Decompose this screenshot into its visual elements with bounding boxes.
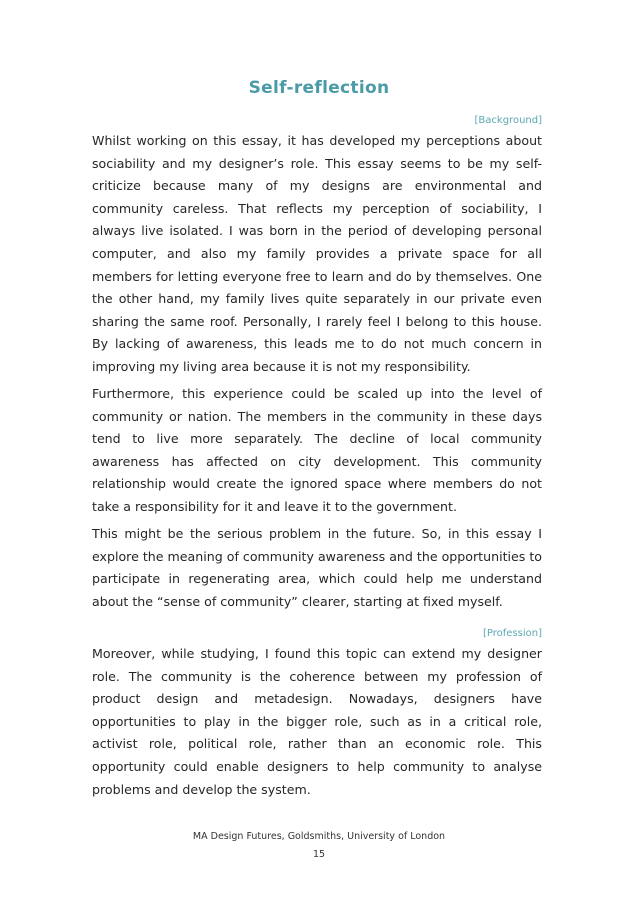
section-tag-background: [Background] (474, 115, 542, 126)
paragraph-profession-1: Moreover, while studying, I found this topic can extend my designer role. The community is the coherence between my profession of product design and metadesign. Nowadays, designers have opportunities to play in the bigger role, such as in a critical role, activist role, political role, rather than an economic role. This opportunity could enable designers to help community to analyse problems and develop the system. (92, 646, 542, 797)
paragraph-background-2: Furthermore, this experience could be scaled up into the level of community or nation. The members in the community in these days tend to live more separately. The decline of local community awareness has affected on city development. This community relationship would create the ignored space where members do not take a responsibility for it and leave it to the government. (92, 386, 542, 514)
paragraph-background-1: Whilst working on this essay, it has developed my perceptions about sociability and my designer’s role. This essay seems to be my self-criticize because many of my designs are environmental and community careless. That reflects my perception of sociability, I always live isolated. I was born in the period of developing personal computer, and also my family provides a private space for all members for letting everyone free to learn and do by themselves. One the other hand, my family lives quite separately in our private even sharing the same roof. Personally, I rarely feel I belong to this house. By lacking of awareness, this leads me to do not much concern in improving my living area because it is not my responsibility. (92, 133, 542, 374)
footer-institution: MA Design Futures, Goldsmiths, University of London (192, 831, 446, 842)
footer-page-number: 15 (312, 849, 326, 860)
page-title: Self-reflection (248, 78, 390, 98)
section-tag-profession: [Profession] (483, 628, 542, 639)
paragraph-background-3: This might be the serious problem in the future. So, in this essay I explore the meaning of community awareness and the opportunities to participate in regenerating area, which could help me understand about the “sense of community” clearer, starting at fixed myself. (92, 526, 542, 609)
